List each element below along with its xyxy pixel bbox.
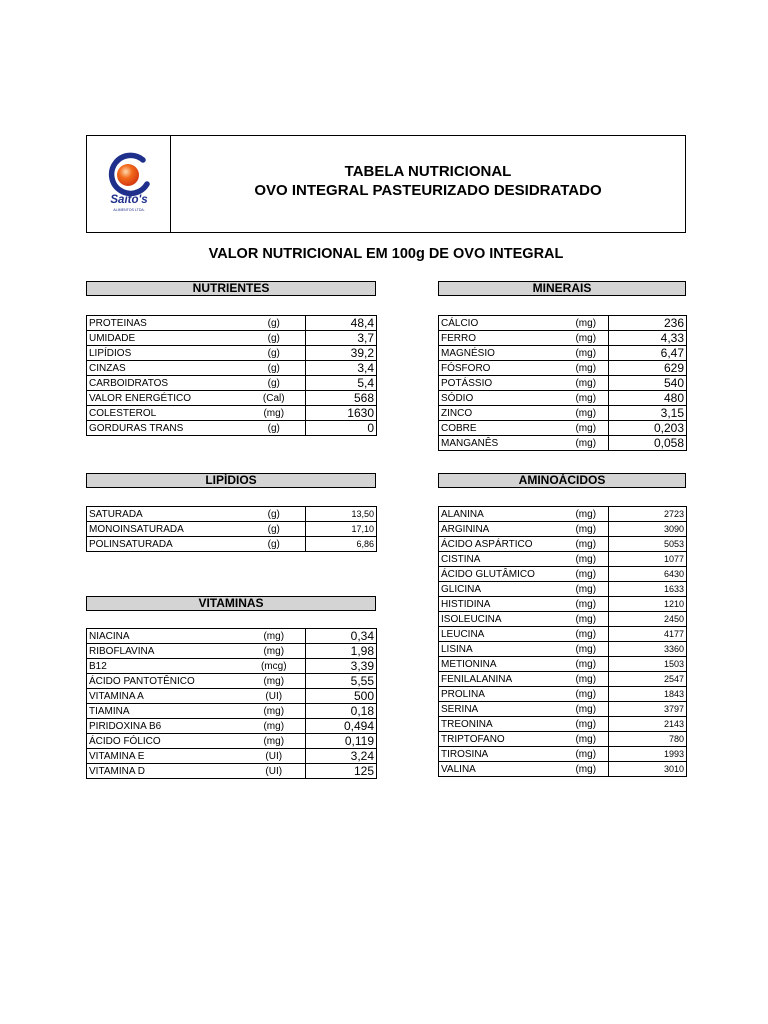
table-row (87, 537, 377, 552)
nutrient-name: VALINA (439, 762, 564, 777)
nutrient-unit: (g) (243, 331, 306, 346)
nutrient-unit: (mg) (564, 421, 609, 436)
nutrient-value: 13,50 (306, 507, 377, 522)
nutrient-unit: (UI) (243, 689, 306, 704)
nutrient-value: 0,203 (609, 421, 687, 436)
nutrient-value: 236 (609, 316, 687, 331)
nutrient-value: 1210 (609, 597, 687, 612)
nutrient-value: 629 (609, 361, 687, 376)
table-row (87, 376, 377, 391)
table-row (439, 537, 687, 552)
table-row (439, 702, 687, 717)
header-title-line1: TABELA NUTRICIONAL (344, 163, 512, 180)
nutrient-name: SERINA (439, 702, 564, 717)
nutrient-name: PROTEINAS (87, 316, 243, 331)
nutrient-name: TRIPTOFANO (439, 732, 564, 747)
nutrient-unit: (mg) (564, 331, 609, 346)
nutrient-name: VITAMINA A (87, 689, 243, 704)
minerais-title: MINERAIS (438, 281, 686, 296)
nutrient-name: FENILALANINA (439, 672, 564, 687)
table-row (87, 507, 377, 522)
nutrient-name: FÓSFORO (439, 361, 564, 376)
nutrient-unit: (mg) (243, 734, 306, 749)
nutrient-unit: (mg) (564, 717, 609, 732)
nutrient-name: ÁCIDO ASPÁRTICO (439, 537, 564, 552)
nutrient-name: FERRO (439, 331, 564, 346)
nutrient-value: 568 (306, 391, 377, 406)
vitaminas-table (86, 628, 377, 779)
nutrient-name: LISINA (439, 642, 564, 657)
nutrient-value: 3,4 (306, 361, 377, 376)
nutrient-value: 6,86 (306, 537, 377, 552)
nutrient-name: CARBOIDRATOS (87, 376, 243, 391)
nutrient-unit: (mg) (564, 627, 609, 642)
nutrient-value: 780 (609, 732, 687, 747)
table-row (87, 749, 377, 764)
logo-subtitle: ALIMENTOS LTDA. (113, 208, 145, 212)
nutrient-name: VITAMINA D (87, 764, 243, 779)
table-row (439, 642, 687, 657)
nutrient-name: MAGNÉSIO (439, 346, 564, 361)
nutrient-name: TIROSINA (439, 747, 564, 762)
nutrient-value: 5,55 (306, 674, 377, 689)
nutrient-unit: (g) (243, 421, 306, 436)
nutrient-value: 5,4 (306, 376, 377, 391)
nutrient-value: 3010 (609, 762, 687, 777)
nutrient-unit: (mcg) (243, 659, 306, 674)
table-row (87, 346, 377, 361)
nutrientes-table (86, 315, 377, 436)
main-title: VALOR NUTRICIONAL EM 100g DE OVO INTEGRAL (208, 246, 564, 262)
lipidios-table (86, 506, 377, 552)
nutrient-unit: (mg) (564, 406, 609, 421)
table-row (87, 764, 377, 779)
table-row (87, 316, 377, 331)
nutrientes-title: NUTRIENTES (86, 281, 376, 296)
nutrient-value: 17,10 (306, 522, 377, 537)
nutrient-name: ÁCIDO GLUTÂMICO (439, 567, 564, 582)
table-row (87, 704, 377, 719)
nutrient-name: COBRE (439, 421, 564, 436)
table-row (439, 361, 687, 376)
aminoacidos-table (438, 506, 687, 777)
table-row (439, 406, 687, 421)
nutrient-value: 0,119 (306, 734, 377, 749)
table-row (439, 567, 687, 582)
header-title (171, 162, 685, 200)
table-row (439, 346, 687, 361)
nutrient-unit: (mg) (564, 361, 609, 376)
nutrient-name: POTÁSSIO (439, 376, 564, 391)
nutrient-unit: (g) (243, 507, 306, 522)
nutrient-name: ALANINA (439, 507, 564, 522)
nutrient-value: 6430 (609, 567, 687, 582)
nutrient-unit: (mg) (564, 747, 609, 762)
nutrient-value: 1843 (609, 687, 687, 702)
nutrient-unit: (mg) (243, 644, 306, 659)
nutrient-value: 1,98 (306, 644, 377, 659)
table-row (439, 597, 687, 612)
nutrient-unit: (mg) (564, 612, 609, 627)
nutrient-unit: (mg) (564, 552, 609, 567)
nutrient-name: VALOR ENERGÉTICO (87, 391, 243, 406)
nutrient-name: LIPÍDIOS (87, 346, 243, 361)
table-row (87, 331, 377, 346)
table-row (439, 627, 687, 642)
table-row (439, 717, 687, 732)
nutrient-unit: (mg) (564, 507, 609, 522)
table-row (87, 674, 377, 689)
nutrient-name: NIACINA (87, 629, 243, 644)
nutrient-name: TIAMINA (87, 704, 243, 719)
nutrient-name: PIRIDOXINA B6 (87, 719, 243, 734)
nutrient-unit: (g) (243, 346, 306, 361)
vitaminas-title: VITAMINAS (86, 596, 376, 611)
nutrient-name: PROLINA (439, 687, 564, 702)
nutrient-name: ÁCIDO PANTOTÊNICO (87, 674, 243, 689)
nutrient-value: 0,18 (306, 704, 377, 719)
nutrient-name: B12 (87, 659, 243, 674)
nutrient-unit: (Cal) (243, 391, 306, 406)
nutrient-value: 1503 (609, 657, 687, 672)
table-row (439, 732, 687, 747)
nutrient-unit: (mg) (564, 582, 609, 597)
table-row (87, 734, 377, 749)
table-row (439, 582, 687, 597)
nutrient-value: 4,33 (609, 331, 687, 346)
table-row (87, 522, 377, 537)
table-row (439, 687, 687, 702)
nutrient-unit: (mg) (243, 719, 306, 734)
nutrient-name: RIBOFLAVINA (87, 644, 243, 659)
nutrient-value: 3,15 (609, 406, 687, 421)
nutrient-unit: (g) (243, 537, 306, 552)
table-row (439, 747, 687, 762)
nutrient-unit: (mg) (564, 522, 609, 537)
nutrient-unit: (g) (243, 376, 306, 391)
table-row (87, 689, 377, 704)
nutrient-unit: (mg) (243, 406, 306, 421)
nutrient-value: 5053 (609, 537, 687, 552)
table-row (87, 421, 377, 436)
nutrient-name: METIONINA (439, 657, 564, 672)
nutrient-name: MANGANÊS (439, 436, 564, 451)
nutrient-name: TREONINA (439, 717, 564, 732)
nutrient-name: CINZAS (87, 361, 243, 376)
nutrient-name: VITAMINA E (87, 749, 243, 764)
nutrient-name: GORDURAS TRANS (87, 421, 243, 436)
nutrient-name: ARGININA (439, 522, 564, 537)
nutrient-unit: (g) (243, 522, 306, 537)
nutrient-value: 4177 (609, 627, 687, 642)
nutrient-value: 0,34 (306, 629, 377, 644)
nutrient-name: UMIDADE (87, 331, 243, 346)
nutrient-value: 3,24 (306, 749, 377, 764)
nutrient-name: SATURADA (87, 507, 243, 522)
nutrient-unit: (mg) (564, 436, 609, 451)
table-row (439, 672, 687, 687)
logo-box (87, 136, 171, 232)
nutrient-name: CISTINA (439, 552, 564, 567)
nutrient-value: 48,4 (306, 316, 377, 331)
table-row (439, 391, 687, 406)
nutrient-name: COLESTEROL (87, 406, 243, 421)
table-row (439, 522, 687, 537)
nutrient-unit: (mg) (564, 762, 609, 777)
nutrient-value: 2723 (609, 507, 687, 522)
nutrient-value: 2143 (609, 717, 687, 732)
nutrient-unit: (mg) (243, 674, 306, 689)
nutrient-value: 3360 (609, 642, 687, 657)
table-row (439, 436, 687, 451)
nutrient-name: ISOLEUCINA (439, 612, 564, 627)
nutrient-value: 1630 (306, 406, 377, 421)
nutrient-unit: (mg) (564, 732, 609, 747)
table-row (87, 719, 377, 734)
header-box (86, 135, 686, 233)
nutrient-unit: (mg) (564, 537, 609, 552)
nutrient-name: ÁCIDO FÓLICO (87, 734, 243, 749)
nutrient-unit: (mg) (564, 391, 609, 406)
nutrient-unit: (mg) (564, 702, 609, 717)
nutrient-unit: (UI) (243, 749, 306, 764)
nutrient-value: 0,494 (306, 719, 377, 734)
saitos-logo (103, 152, 155, 214)
table-row (87, 629, 377, 644)
nutrient-name: MONOINSATURADA (87, 522, 243, 537)
nutrient-name: CÁLCIO (439, 316, 564, 331)
nutrient-value: 3,39 (306, 659, 377, 674)
nutrient-value: 1993 (609, 747, 687, 762)
table-row (439, 316, 687, 331)
nutrient-name: SÓDIO (439, 391, 564, 406)
table-row (439, 507, 687, 522)
nutrient-unit: (mg) (564, 376, 609, 391)
table-row (439, 612, 687, 627)
nutrient-value: 3797 (609, 702, 687, 717)
table-row (439, 552, 687, 567)
nutrient-value: 0 (306, 421, 377, 436)
nutrient-name: HISTIDINA (439, 597, 564, 612)
table-row (439, 657, 687, 672)
nutrient-unit: (mg) (564, 642, 609, 657)
aminoacidos-title: AMINOÁCIDOS (438, 473, 686, 488)
table-row (87, 644, 377, 659)
nutrient-value: 0,058 (609, 436, 687, 451)
logo-brand: Saito's (110, 194, 148, 206)
nutrient-unit: (g) (243, 316, 306, 331)
nutrient-value: 1633 (609, 582, 687, 597)
nutrient-value: 2450 (609, 612, 687, 627)
nutrient-unit: (mg) (564, 657, 609, 672)
table-row (439, 762, 687, 777)
table-row (87, 406, 377, 421)
nutrient-value: 2547 (609, 672, 687, 687)
nutrient-unit: (mg) (564, 597, 609, 612)
table-row (439, 331, 687, 346)
nutrient-value: 3090 (609, 522, 687, 537)
nutrient-unit: (mg) (243, 629, 306, 644)
table-row (87, 391, 377, 406)
nutrient-unit: (mg) (564, 687, 609, 702)
nutrient-unit: (mg) (243, 704, 306, 719)
nutrient-value: 39,2 (306, 346, 377, 361)
lipidios-title: LIPÍDIOS (86, 473, 376, 488)
header-title-line2: OVO INTEGRAL PASTEURIZADO DESIDRATADO (254, 182, 602, 199)
minerais-table (438, 315, 687, 451)
table-row (439, 376, 687, 391)
nutrient-unit: (mg) (564, 346, 609, 361)
nutrient-value: 6,47 (609, 346, 687, 361)
table-row (87, 659, 377, 674)
nutrient-name: POLINSATURADA (87, 537, 243, 552)
nutrient-value: 540 (609, 376, 687, 391)
nutrient-value: 3,7 (306, 331, 377, 346)
nutrient-unit: (mg) (564, 672, 609, 687)
nutrient-unit: (mg) (564, 567, 609, 582)
nutrient-unit: (UI) (243, 764, 306, 779)
nutrient-value: 500 (306, 689, 377, 704)
nutrient-unit: (mg) (564, 316, 609, 331)
nutrient-unit: (g) (243, 361, 306, 376)
table-row (87, 361, 377, 376)
nutrient-name: ZINCO (439, 406, 564, 421)
nutrient-value: 480 (609, 391, 687, 406)
nutrient-value: 125 (306, 764, 377, 779)
nutrient-name: LEUCINA (439, 627, 564, 642)
nutrient-name: GLICINA (439, 582, 564, 597)
table-row (439, 421, 687, 436)
nutrient-value: 1077 (609, 552, 687, 567)
